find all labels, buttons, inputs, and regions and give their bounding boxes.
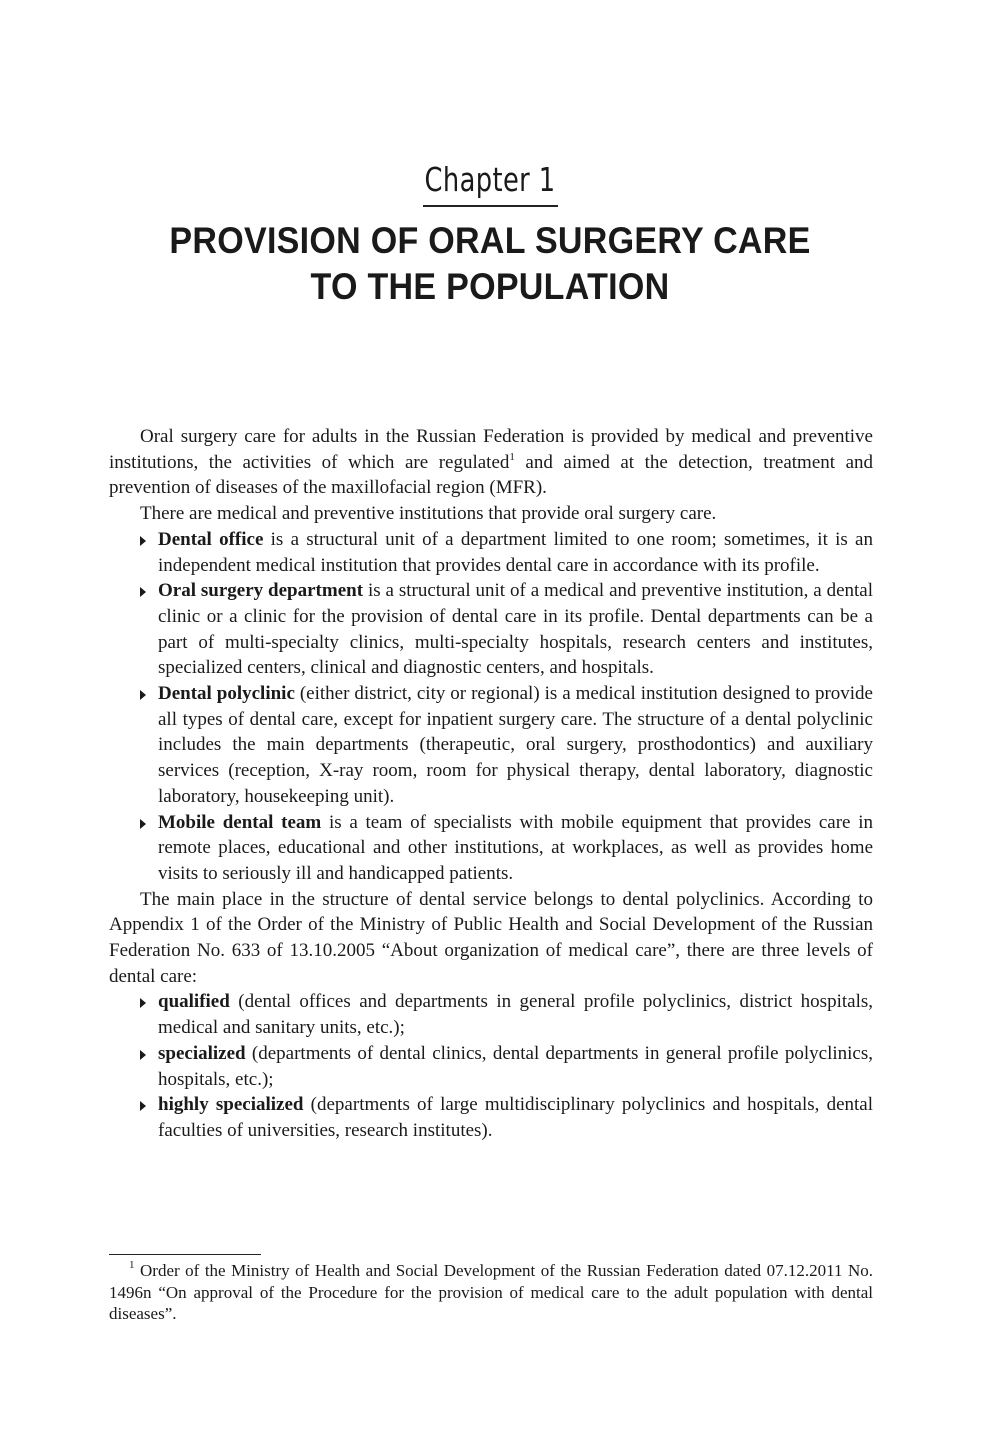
body-text bbox=[109, 424, 873, 1144]
bullet-arrow-icon bbox=[140, 690, 146, 700]
list-term: Dental office bbox=[158, 528, 264, 550]
footnote-marker: 1 bbox=[129, 1259, 135, 1271]
institutions-intro: There are medical and preventive institutions that provide oral surgery care. bbox=[140, 503, 717, 525]
list-text: (dental offices and departments in general profile polyclinics, district hospitals, medical and sanitary units, etc.); bbox=[158, 991, 873, 1039]
chapter-title bbox=[39, 218, 941, 310]
chapter-title-line-2: TO THE POPULATION bbox=[310, 266, 670, 307]
care-levels-list bbox=[109, 989, 873, 1143]
intro-text-rest: and aimed at the detection, treatment and prevention of diseases of the maxillofacial region (MFR). bbox=[109, 451, 874, 499]
footnote bbox=[109, 1260, 873, 1325]
main-place-paragraph: The main place in the structure of dental service belongs to dental polyclinics. According to Appendix 1 of the Order of the Ministry of Public Health and Social Development of the Russian Federation No. 633 of 13.10.2005 “About organization of medical care”, there are three levels of dental care: bbox=[109, 888, 873, 987]
list-item bbox=[109, 578, 873, 681]
bullet-arrow-icon bbox=[140, 587, 146, 597]
list-item bbox=[109, 810, 873, 887]
intro-paragraph bbox=[109, 424, 873, 501]
footnote-body: Order of the Ministry of Health and Social Development of the Russian Federation dated 07.12.2011 No. 1496n “On approval of the Procedure for the provision of medical care to the adult population with dental diseases”. bbox=[109, 1261, 873, 1323]
list-term: qualified bbox=[158, 991, 230, 1013]
bullet-arrow-icon bbox=[140, 819, 146, 829]
chapter-underline bbox=[423, 205, 558, 207]
list-text: is a structural unit of a medical and preventive institution, a dental clinic or a clinic for the provision of dental care in its profile. Dental departments can be a part of multi-specialty clinics, multi-specialty hospitals, research centers and institutes, specialized centers, clinical and diagnostic centers, and hospitals. bbox=[158, 580, 873, 679]
bullet-arrow-icon bbox=[140, 1050, 146, 1060]
chapter-label: Chapter 1 bbox=[424, 160, 556, 199]
list-term: highly specialized bbox=[158, 1094, 304, 1116]
list-item bbox=[109, 681, 873, 810]
list-item bbox=[109, 1041, 873, 1092]
list-term: Oral surgery department bbox=[158, 580, 364, 602]
footnote-divider bbox=[109, 1254, 261, 1255]
list-text: (either district, city or regional) is a medical institution designed to provide all types of dental care, except for inpatient surgery care. The structure of a dental polyclinic includes the main departments (therapeutic, oral surgery, prosthodontics) and auxiliary services (reception, X-ray room, room for physical therapy, dental laboratory, diagnostic laboratory, housekeeping unit). bbox=[158, 683, 873, 807]
footnote-text bbox=[109, 1260, 873, 1325]
list-text: (departments of dental clinics, dental departments in general profile polyclinics, hospitals, etc.); bbox=[158, 1042, 873, 1090]
list-term: specialized bbox=[158, 1042, 246, 1064]
bullet-arrow-icon bbox=[140, 536, 146, 546]
institutions-list bbox=[109, 527, 873, 887]
list-text: is a structural unit of a department limited to one room; sometimes, it is an independent medical institution that provides dental care in accordance with its profile. bbox=[158, 528, 873, 576]
list-term: Dental polyclinic bbox=[158, 683, 295, 705]
list-item bbox=[109, 989, 873, 1040]
list-item bbox=[109, 1092, 873, 1143]
bullet-arrow-icon bbox=[140, 1101, 146, 1111]
bullet-arrow-icon bbox=[140, 998, 146, 1008]
list-text: (departments of large multidisciplinary polyclinics and hospitals, dental faculties of universities, research institutes). bbox=[158, 1094, 873, 1141]
footnote-reference: 1 bbox=[509, 450, 515, 463]
list-text: is a team of specialists with mobile equipment that provides care in remote places, educational and other institutions, at workplaces, as well as provides home visits to seriously ill and handicapped patients. bbox=[158, 811, 873, 884]
list-term: Mobile dental team bbox=[158, 811, 322, 833]
list-item bbox=[109, 527, 873, 578]
intro-text: Oral surgery care for adults in the Russian Federation is provided by medical and preventive institutions, the activities of which are regulated bbox=[109, 426, 873, 473]
chapter-title-line-1: PROVISION OF ORAL SURGERY CARE bbox=[169, 220, 811, 261]
